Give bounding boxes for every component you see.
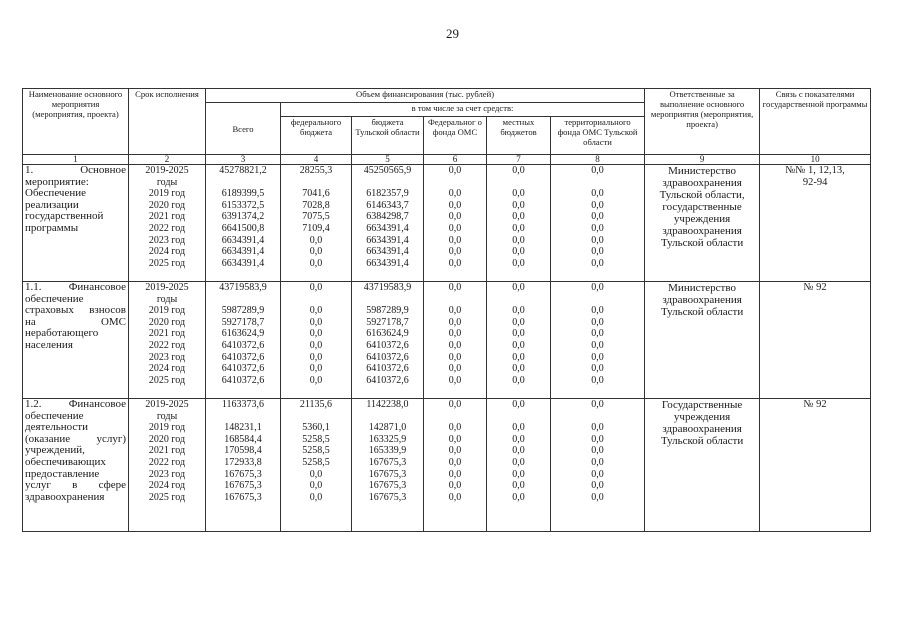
cell-value: 0,0 (591, 339, 604, 351)
cell-value: 2019 год (148, 305, 186, 317)
program-link-cell (760, 399, 871, 532)
cell-value (354, 294, 421, 306)
program-link-cell (760, 165, 871, 282)
measure-name (23, 282, 129, 399)
cell-value: 0,0 (309, 480, 323, 492)
cell-value (489, 411, 548, 423)
cell-value: 5927178,7 (366, 316, 409, 328)
cell-value: 167675,3 (368, 468, 407, 480)
cell-value (283, 411, 349, 423)
responsible-line: Тульской области (660, 306, 744, 318)
cell-value: 2019 год (148, 188, 186, 200)
cell-value: 0,0 (591, 165, 604, 176)
fund-cell (424, 399, 487, 532)
fund-cell (424, 282, 487, 399)
measure-name-line (25, 480, 126, 492)
cell-value: 5258,5 (302, 433, 330, 445)
cell-value: 2023 год (148, 468, 186, 480)
federal-cell (281, 165, 352, 282)
cell-value: 0,0 (512, 491, 525, 503)
cell-value: 6410372,6 (221, 374, 265, 386)
cell-value: 6634391,4 (221, 246, 265, 258)
cell-value: 6634391,4 (221, 257, 265, 269)
name-word: страховых (25, 304, 74, 317)
responsible-line: Тульской области (660, 237, 744, 249)
cell-value: 2019-2025 (145, 282, 189, 293)
cell-value: 6634391,4 (366, 246, 409, 258)
cell-value: 0,0 (448, 234, 462, 246)
cell-value: годы (156, 176, 178, 188)
cell-value: 43719583,9 (363, 282, 412, 293)
column-number: 1 (23, 155, 129, 165)
regional-cell (352, 282, 424, 399)
financing-table (22, 88, 871, 532)
measure-name-line: деятельности (25, 421, 88, 434)
cell-value (553, 294, 642, 306)
cell-value: 2022 год (148, 222, 186, 234)
header-territorial: территориального фонда ОМС Тульской области (551, 117, 645, 155)
cell-value: 167675,3 (368, 480, 407, 492)
cell-value: 1142238,0 (366, 399, 409, 410)
responsible-line: здравоохранения (662, 225, 742, 237)
cell-value: 0,0 (591, 399, 604, 410)
name-word: 1. (25, 164, 34, 176)
cell-value: годы (156, 293, 178, 305)
cell-value: 2021 год (148, 328, 186, 340)
cell-value (553, 177, 642, 189)
cell-value: 6189399,5 (221, 188, 265, 200)
cell-value: 0,0 (591, 246, 604, 258)
cell-value (426, 177, 484, 189)
column-number: 6 (424, 155, 487, 165)
cell-value: 0,0 (512, 339, 525, 351)
cell-value (489, 177, 548, 189)
cell-value: 2019-2025 (145, 165, 189, 176)
cell-value: 2021 год (148, 211, 186, 223)
cell-value: 0,0 (309, 282, 323, 293)
cell-value: 0,0 (512, 188, 525, 200)
header-regional: бюджета Тульской области (352, 117, 424, 155)
cell-value: 6634391,4 (366, 257, 409, 269)
cell-value: 0,0 (309, 257, 323, 269)
column-number: 4 (281, 155, 352, 165)
responsible-line: учреждения (673, 213, 731, 225)
measure-name-line: обеспечение (25, 409, 84, 422)
cell-value: 0,0 (309, 234, 323, 246)
cell-value: 0,0 (591, 445, 604, 457)
measure-name-first-line (25, 165, 126, 177)
cell-value: 6410372,6 (221, 363, 265, 375)
territorial-cell (551, 399, 645, 532)
cell-value: 0,0 (309, 374, 323, 386)
responsible-line: здравоохранения (662, 423, 742, 435)
cell-value: 0,0 (512, 399, 525, 410)
cell-value: 167675,3 (368, 456, 407, 468)
federal-cell (281, 399, 352, 532)
program-link-cell (760, 282, 871, 399)
name-word: взносов (89, 304, 126, 317)
cell-value: 0,0 (512, 363, 525, 375)
cell-value: 167675,3 (224, 468, 262, 480)
measure-name-line: мероприятие: (25, 175, 89, 188)
responsible-line: Тульской области, (659, 189, 745, 201)
cell-value: 0,0 (512, 222, 525, 234)
federal-cell (281, 282, 352, 399)
cell-value: 6391374,2 (221, 211, 265, 223)
cell-value: 142871,0 (368, 422, 407, 434)
cell-value: 165339,9 (368, 445, 407, 457)
program-link-line: № 92 (803, 399, 827, 410)
cell-value: 2025 год (148, 257, 186, 269)
responsible-cell (645, 165, 760, 282)
cell-value: 0,0 (591, 491, 604, 503)
cell-value: 6410372,6 (366, 374, 409, 386)
cell-value: 0,0 (591, 305, 604, 317)
cell-value: 6410372,6 (366, 363, 409, 375)
cell-value: 7109,4 (302, 222, 330, 234)
column-number: 8 (551, 155, 645, 165)
cell-value: 7041,6 (302, 188, 330, 200)
measure-name-line: предоставление (25, 467, 100, 480)
name-word: 1.2. (25, 398, 42, 410)
name-word: ОМС (100, 315, 126, 328)
cell-value: 0,0 (448, 211, 462, 223)
cell-value: 0,0 (591, 199, 604, 211)
cell-value (489, 294, 548, 306)
cell-value (354, 177, 421, 189)
measure-name-line: населения (25, 338, 73, 351)
cell-value: 7028,8 (302, 199, 330, 211)
cell-value: 2019-2025 (145, 399, 189, 410)
cell-value: 0,0 (591, 480, 604, 492)
cell-value: 167675,3 (224, 491, 262, 503)
measure-name-line: учреждений, (25, 444, 85, 457)
cell-value: 0,0 (591, 234, 604, 246)
header-link: Связь с показателями государственной программы (760, 89, 871, 155)
cell-value: 0,0 (591, 316, 604, 328)
measure-name-line: обеспечивающих (25, 455, 106, 468)
cell-value: 0,0 (512, 468, 525, 480)
total-cell (206, 282, 281, 399)
cell-value (283, 294, 349, 306)
cell-value: 0,0 (448, 328, 462, 340)
cell-value: 167675,3 (224, 480, 262, 492)
cell-value: 0,0 (448, 316, 462, 328)
cell-value: 0,0 (591, 422, 604, 434)
header-including: в том числе за счет средств: (281, 103, 645, 117)
cell-value: 6410372,6 (366, 351, 409, 363)
period-cell (129, 282, 206, 399)
cell-value: 0,0 (512, 165, 525, 176)
cell-value: 6153372,5 (221, 199, 265, 211)
cell-value (426, 294, 484, 306)
header-federal: федерального бюджета (281, 117, 352, 155)
cell-value: 2024 год (148, 363, 186, 375)
responsible-line: здравоохранения (662, 294, 742, 306)
column-numbers-row (23, 155, 871, 165)
name-word: услуг (25, 479, 51, 492)
cell-value: 0,0 (448, 282, 462, 293)
name-word: сфере (98, 479, 126, 492)
program-link-line: № 92 (803, 282, 827, 293)
column-number: 7 (487, 155, 551, 165)
cell-value: годы (156, 410, 178, 422)
measure-name-line: программы (25, 221, 79, 234)
cell-value: 172933,8 (224, 456, 262, 468)
cell-value: 0,0 (512, 246, 525, 258)
measure-name-line: Обеспечение (25, 187, 86, 200)
cell-value: 0,0 (309, 328, 323, 340)
cell-value: 0,0 (512, 422, 525, 434)
cell-value: 0,0 (448, 445, 462, 457)
cell-value: 2025 год (148, 374, 186, 386)
header-local: местных бюджетов (487, 117, 551, 155)
cell-value: 45250565,9 (363, 165, 412, 176)
cell-value: 0,0 (309, 246, 323, 258)
column-number: 5 (352, 155, 424, 165)
total-cell (206, 165, 281, 282)
cell-value: 0,0 (591, 468, 604, 480)
cell-value: 0,0 (309, 468, 323, 480)
cell-value: 5258,5 (302, 456, 330, 468)
fund-cell (424, 165, 487, 282)
cell-value: 0,0 (448, 422, 462, 434)
cell-value: 2024 год (148, 480, 186, 492)
cell-value: 0,0 (448, 433, 462, 445)
cell-value (208, 411, 278, 423)
cell-value: 2020 год (148, 433, 186, 445)
cell-value: 6410372,6 (221, 339, 265, 351)
cell-value: 5987289,9 (366, 305, 409, 317)
name-word: Финансовое (68, 281, 126, 293)
cell-value: 6384298,7 (366, 211, 409, 223)
cell-value: 6634391,4 (366, 222, 409, 234)
cell-value: 6146343,7 (366, 199, 409, 211)
cell-value: 2022 год (148, 339, 186, 351)
territorial-cell (551, 165, 645, 282)
cell-value: 6182357,9 (366, 188, 409, 200)
measure-name-first-line (25, 399, 126, 411)
responsible-line: Тульской области (660, 435, 744, 447)
cell-value: 0,0 (512, 211, 525, 223)
cell-value: 2020 год (148, 199, 186, 211)
cell-value: 0,0 (448, 351, 462, 363)
cell-value (208, 294, 278, 306)
cell-value: 0,0 (591, 211, 604, 223)
measure-name-line: здравоохранения (25, 490, 105, 503)
column-number: 3 (206, 155, 281, 165)
cell-value: 0,0 (309, 339, 323, 351)
cell-value: 0,0 (448, 222, 462, 234)
cell-value: 0,0 (448, 165, 462, 176)
cell-value: 0,0 (591, 374, 604, 386)
local-cell (487, 165, 551, 282)
measure-name (23, 165, 129, 282)
cell-value: 0,0 (591, 188, 604, 200)
header-term: Срок исполнения (129, 89, 206, 155)
cell-value: 0,0 (512, 351, 525, 363)
cell-value: 0,0 (309, 491, 323, 503)
cell-value: 0,0 (512, 199, 525, 211)
cell-value: 0,0 (448, 257, 462, 269)
name-word: на (25, 315, 36, 328)
cell-value: 5987289,9 (221, 305, 265, 317)
name-word: Основное (80, 164, 126, 176)
cell-value: 0,0 (448, 363, 462, 375)
cell-value: 0,0 (309, 351, 323, 363)
cell-value: 0,0 (448, 199, 462, 211)
local-cell (487, 399, 551, 532)
program-link-line: №№ 1, 12,13, (785, 165, 845, 176)
name-word: Финансовое (68, 398, 126, 410)
cell-value: 0,0 (309, 305, 323, 317)
cell-value: 1163373,6 (221, 399, 265, 410)
column-number: 10 (760, 155, 871, 165)
cell-value: 6641500,8 (221, 222, 265, 234)
cell-value: 0,0 (448, 374, 462, 386)
cell-value: 6410372,6 (366, 339, 409, 351)
name-word: (оказание (25, 432, 71, 445)
table-row (23, 165, 871, 282)
table-body (23, 165, 871, 532)
cell-value: 0,0 (591, 328, 604, 340)
cell-value: 6410372,6 (221, 351, 265, 363)
cell-value: 168584,4 (224, 433, 262, 445)
cell-value (354, 411, 421, 423)
measure-name-line: неработающего (25, 327, 99, 340)
cell-value: 0,0 (591, 222, 604, 234)
cell-value: 6634391,4 (221, 234, 265, 246)
cell-value: 170598,4 (224, 445, 262, 457)
cell-value: 0,0 (512, 374, 525, 386)
measure-name-line: обеспечение (25, 292, 84, 305)
cell-value: 0,0 (512, 234, 525, 246)
cell-value: 0,0 (512, 480, 525, 492)
measure-name-first-line (25, 282, 126, 294)
cell-value: 0,0 (591, 257, 604, 269)
cell-value: 0,0 (512, 305, 525, 317)
cell-value (208, 177, 278, 189)
responsible-line: Министерство (668, 282, 736, 294)
cell-value: 0,0 (309, 316, 323, 328)
cell-value: 6634391,4 (366, 234, 409, 246)
cell-value: 0,0 (448, 491, 462, 503)
cell-value: 45278821,2 (219, 165, 267, 176)
cell-value: 0,0 (448, 188, 462, 200)
responsible-cell (645, 282, 760, 399)
cell-value: 5360,1 (302, 422, 330, 434)
header-total: Всего (206, 103, 281, 155)
cell-value: 2023 год (148, 234, 186, 246)
cell-value: 2020 год (148, 316, 186, 328)
cell-value: 0,0 (512, 257, 525, 269)
cell-value: 2021 год (148, 445, 186, 457)
cell-value (283, 177, 349, 189)
measure-name-line: реализации (25, 198, 79, 211)
cell-value: 6163624,9 (221, 328, 265, 340)
cell-value: 0,0 (448, 399, 462, 410)
cell-value: 0,0 (448, 305, 462, 317)
regional-cell (352, 165, 424, 282)
cell-value: 163325,9 (368, 433, 407, 445)
cell-value: 5927178,7 (221, 316, 265, 328)
cell-value: 0,0 (591, 363, 604, 375)
cell-value: 0,0 (448, 456, 462, 468)
program-link-line: 92-94 (802, 176, 828, 188)
cell-value (553, 411, 642, 423)
cell-value: 43719583,9 (219, 282, 267, 293)
cell-value: 2023 год (148, 351, 186, 363)
table-row (23, 282, 871, 399)
cell-value: 0,0 (309, 363, 323, 375)
table-row (23, 399, 871, 532)
cell-value: 0,0 (591, 456, 604, 468)
local-cell (487, 282, 551, 399)
cell-value: 7075,5 (302, 211, 330, 223)
responsible-line: учреждения (673, 411, 731, 423)
header-volume: Объем финансирования (тыс. рублей) (206, 89, 645, 103)
column-number: 9 (645, 155, 760, 165)
column-number: 2 (129, 155, 206, 165)
header-name: Наименование основного мероприятия (мероприятия, проекта) (23, 89, 129, 155)
territorial-cell (551, 282, 645, 399)
responsible-cell (645, 399, 760, 532)
header-responsible: Ответственные за выполнение основного мероприятия (мероприятия, проекта) (645, 89, 760, 155)
cell-value: 0,0 (512, 433, 525, 445)
cell-value: 2022 год (148, 456, 186, 468)
name-word: в (72, 479, 78, 492)
cell-value: 2024 год (148, 246, 186, 258)
header-fund: Федеральног о фонда ОМС (424, 117, 487, 155)
cell-value: 0,0 (448, 480, 462, 492)
cell-value: 0,0 (512, 316, 525, 328)
cell-value: 167675,3 (368, 491, 407, 503)
total-cell (206, 399, 281, 532)
cell-value: 0,0 (591, 282, 604, 293)
cell-value: 0,0 (448, 468, 462, 480)
responsible-line: Государственные (661, 399, 743, 411)
page-number: 29 (446, 26, 459, 41)
cell-value: 0,0 (591, 351, 604, 363)
cell-value: 0,0 (512, 445, 525, 457)
responsible-line: здравоохранения (662, 177, 742, 189)
cell-value: 0,0 (448, 339, 462, 351)
cell-value: 0,0 (512, 456, 525, 468)
cell-value: 0,0 (591, 433, 604, 445)
cell-value: 0,0 (512, 328, 525, 340)
period-cell (129, 399, 206, 532)
period-cell (129, 165, 206, 282)
cell-value: 6163624,9 (366, 328, 409, 340)
cell-value: 148231,1 (224, 422, 262, 434)
measure-name (23, 399, 129, 532)
name-word: 1.1. (25, 281, 42, 293)
cell-value (426, 411, 484, 423)
cell-value: 21135,6 (299, 399, 333, 410)
cell-value: 0,0 (512, 282, 525, 293)
responsible-line: государственные (662, 201, 742, 213)
cell-value: 2025 год (148, 491, 186, 503)
cell-value: 2019 год (148, 422, 186, 434)
measure-name-line: государственной (25, 210, 104, 223)
responsible-line: Министерство (668, 165, 736, 177)
cell-value: 0,0 (448, 246, 462, 258)
cell-value: 28255,3 (299, 165, 333, 176)
regional-cell (352, 399, 424, 532)
name-word: услуг) (96, 432, 126, 445)
cell-value: 5258,5 (302, 445, 330, 457)
